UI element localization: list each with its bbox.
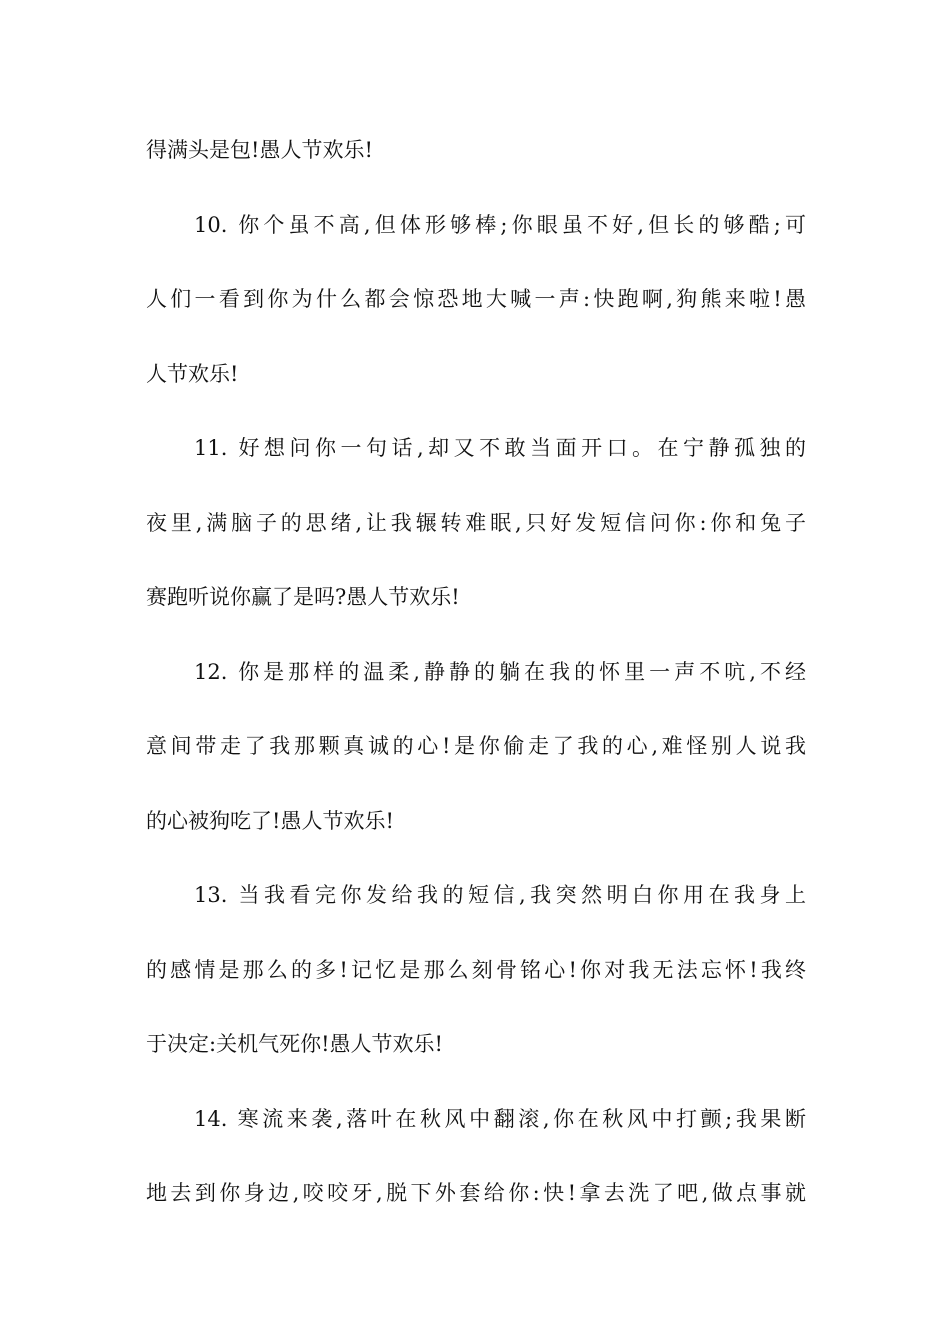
paragraph-13-line-1: 13. 当我看完你发给我的短信,我突然明白你用在我身上 <box>194 883 806 907</box>
paragraph-14-line-2: 地去到你身边,咬咬牙,脱下外套给你:快!拿去洗了吧,做点事就 <box>146 1181 806 1205</box>
paragraph-10-line-3: 人节欢乐! <box>146 361 239 386</box>
paragraph-10-line-2: 人们一看到你为什么都会惊恐地大喊一声:快跑啊,狗熊来啦!愚 <box>146 287 806 311</box>
paragraph-11-line-2: 夜里,满脑子的思绪,让我辗转难眠,只好发短信问你:你和兔子 <box>146 510 806 535</box>
paragraph-11-line-3: 赛跑听说你赢了是吗?愚人节欢乐! <box>146 585 460 609</box>
paragraph-12-line-1: 12. 你是那样的温柔,静静的躺在我的怀里一声不吭,不经 <box>194 659 806 684</box>
document-body <box>146 113 806 1231</box>
paragraph-10-line-1: 10. 你个虽不高,但体形够棒;你眼虽不好,但长的够酷;可 <box>194 212 806 237</box>
paragraph-13-line-3: 于决定:关机气死你!愚人节欢乐! <box>146 1032 443 1056</box>
paragraph-12-line-3: 的心被狗吃了!愚人节欢乐! <box>146 808 394 833</box>
paragraph-13-line-2: 的感情是那么的多!记忆是那么刻骨铭心!你对我无法忘怀!我终 <box>146 957 806 982</box>
text-line: 得满头是包!愚人节欢乐! <box>146 138 373 162</box>
paragraph-12-line-2: 意间带走了我那颗真诚的心!是你偷走了我的心,难怪别人说我 <box>146 734 806 758</box>
paragraph-14-line-1: 14. 寒流来袭,落叶在秋风中翻滚,你在秋风中打颤;我果断 <box>194 1106 806 1131</box>
paragraph-11-line-1: 11. 好想问你一句话,却又不敢当面开口。在宁静孤独的 <box>194 436 806 460</box>
